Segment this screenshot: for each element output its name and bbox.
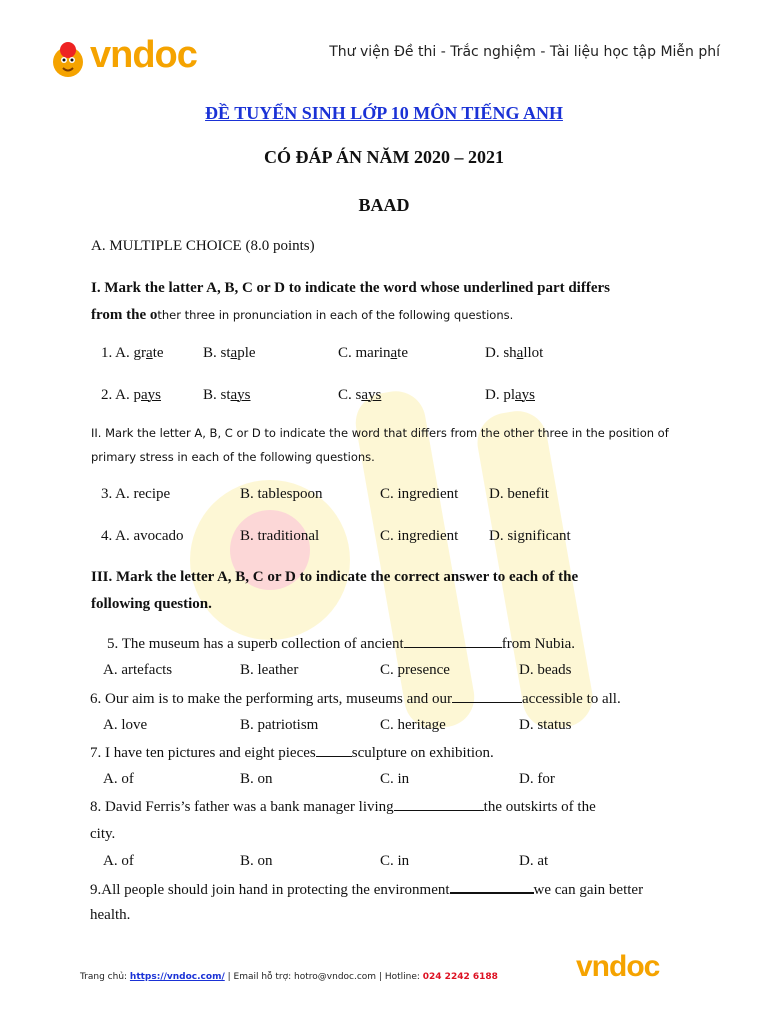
footer-home-link[interactable]: https://vndoc.com/ bbox=[129, 972, 225, 982]
q2-option-b: B. stays bbox=[203, 387, 251, 403]
vndoc-logo[interactable] bbox=[50, 36, 210, 82]
part1-heading-line2-rest: ther three in pronunciation in each of the following questions. bbox=[157, 308, 514, 322]
q8-option-c: C. in bbox=[380, 853, 410, 869]
q6-option-b: B. patriotism bbox=[240, 717, 319, 733]
q7-option-b: B. on bbox=[240, 771, 273, 787]
question-3 bbox=[101, 486, 701, 506]
q1-option-b: B. staple bbox=[203, 345, 256, 361]
q7-option-a: A. of bbox=[103, 771, 134, 787]
q4-option-c: C. ingredient bbox=[380, 528, 459, 544]
q3-option-d: D. benefit bbox=[489, 486, 549, 502]
part1-heading-line2-bold: from the o bbox=[91, 307, 158, 323]
q5-option-d: D. beads bbox=[519, 662, 572, 678]
q6-option-a: A. love bbox=[103, 717, 148, 733]
footer-contact: | Email hỗ trợ: hotro@vndoc.com | Hotline: bbox=[224, 972, 423, 982]
footer-hotline[interactable]: 024 2242 6188 bbox=[422, 972, 498, 982]
question-6: 6. Our aim is to make the performing arts, museums and our accessible to all. bbox=[90, 691, 621, 707]
question-2 bbox=[101, 387, 701, 407]
document-subtitle: CÓ ĐÁP ÁN NĂM 2020 – 2021 bbox=[264, 147, 504, 167]
section-a-heading: A. MULTIPLE CHOICE (8.0 points) bbox=[91, 238, 315, 254]
q5-options bbox=[101, 662, 701, 682]
q6-option-d: D. status bbox=[519, 717, 572, 733]
answer-blank bbox=[452, 690, 522, 703]
logo-text: vndoc bbox=[90, 34, 197, 76]
answer-blank bbox=[404, 635, 502, 648]
q8-option-a: A. of bbox=[103, 853, 134, 869]
q8-option-b: B. on bbox=[240, 853, 273, 869]
part3-heading-line2: following question. bbox=[91, 596, 212, 612]
question-9-cont: health. bbox=[90, 907, 131, 923]
answer-blank bbox=[316, 744, 352, 757]
question-8: 8. David Ferris’s father was a bank manager living the outskirts of the bbox=[90, 799, 596, 815]
question-5: 5. The museum has a superb collection of ancient from Nubia. bbox=[107, 636, 576, 652]
document-title[interactable]: ĐỀ TUYỂN SINH LỚP 10 MÔN TIẾNG ANH bbox=[205, 103, 563, 123]
q3-option-c: C. ingredient bbox=[380, 486, 459, 502]
page-footer bbox=[80, 972, 498, 982]
footer-logo[interactable] bbox=[576, 950, 659, 984]
q4-option-b: B. traditional bbox=[240, 528, 320, 544]
q7-option-d: D. for bbox=[519, 771, 555, 787]
part2-heading-line2: primary stress in each of the following questions. bbox=[91, 450, 375, 464]
q1-option-a: 1. A. grate bbox=[101, 345, 164, 361]
q4-option-d: D. significant bbox=[489, 528, 571, 544]
q6-options bbox=[101, 717, 701, 737]
footer-logo-text: vndoc bbox=[576, 950, 660, 983]
q8-options bbox=[101, 853, 701, 873]
question-8-cont: city. bbox=[90, 826, 116, 842]
exam-code: BAAD bbox=[358, 195, 410, 215]
part1-heading bbox=[91, 275, 691, 329]
question-7: 7. I have ten pictures and eight pieces sculpture on exhibition. bbox=[90, 745, 494, 761]
q7-option-c: C. in bbox=[380, 771, 410, 787]
question-1 bbox=[101, 345, 701, 365]
answer-blank bbox=[394, 798, 484, 811]
part3-heading bbox=[91, 564, 691, 618]
header-tagline: Thư viện Đề thi - Trắc nghiệm - Tài liệu học tập Miễn phí bbox=[329, 44, 720, 60]
q3-option-b: B. tablespoon bbox=[240, 486, 323, 502]
question-9: 9.All people should join hand in protecting the environment we can gain better bbox=[90, 882, 644, 898]
q7-options bbox=[101, 771, 701, 791]
q2-option-c: C. says bbox=[338, 387, 382, 403]
footer-home-label: Trang chủ: bbox=[80, 972, 130, 982]
part1-heading-line1: I. Mark the latter A, B, C or D to indicate the word whose underlined part differs bbox=[91, 280, 610, 296]
q2-option-a: 2. A. pays bbox=[101, 387, 162, 403]
q5-option-a: A. artefacts bbox=[103, 662, 173, 678]
q5-option-b: B. leather bbox=[240, 662, 299, 678]
mascot-icon bbox=[50, 38, 86, 80]
q4-option-a: 4. A. avocado bbox=[101, 528, 184, 544]
answer-blank bbox=[450, 880, 534, 894]
q8-option-d: D. at bbox=[519, 853, 549, 869]
q1-option-c: C. marinate bbox=[338, 345, 408, 361]
part2-heading bbox=[91, 421, 691, 469]
q6-option-c: C. heritage bbox=[380, 717, 446, 733]
question-4 bbox=[101, 528, 701, 548]
part3-heading-line1: III. Mark the letter A, B, C or D to indicate the correct answer to each of the bbox=[91, 569, 579, 585]
q3-option-a: 3. A. recipe bbox=[101, 486, 171, 502]
q2-option-d: D. plays bbox=[485, 387, 535, 403]
q5-option-c: C. presence bbox=[380, 662, 450, 678]
part2-heading-line1: II. Mark the letter A, B, C or D to indicate the word that differs from the other three in the position of bbox=[91, 426, 669, 440]
q1-option-d: D. shallot bbox=[485, 345, 544, 361]
